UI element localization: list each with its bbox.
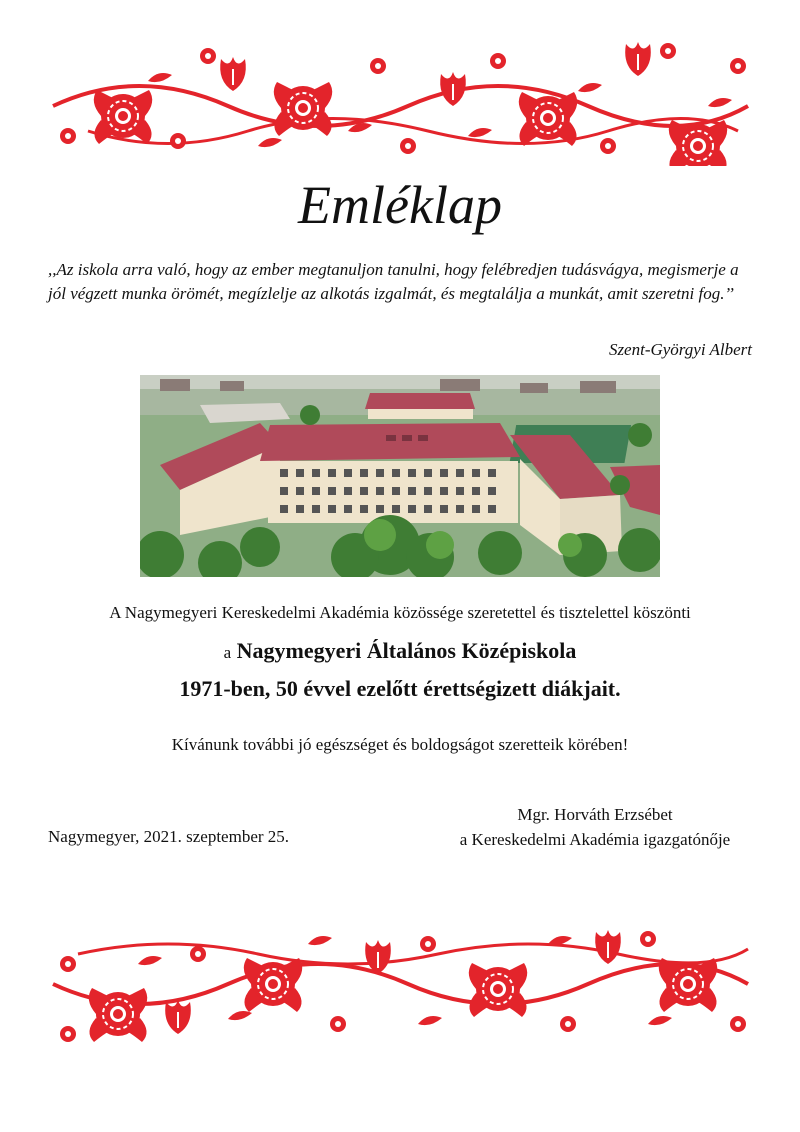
school-prefix: a: [223, 643, 232, 662]
signer-name: Mgr. Horváth Erzsébet: [517, 805, 673, 824]
school-name: Nagymegyeri Általános Középiskola: [236, 638, 577, 663]
quote-author: Szent-Györgyi Albert: [608, 340, 752, 359]
school-aerial-photo: [140, 375, 660, 577]
quote-text: ,,Az iskola arra való, hogy az ember megtanuljon tanulni, hogy felébredjen tudásvágya, megismerje a jól végzett munka örömét, megízlelje az alkotás izgalmát, és megtalálja a munkát, amit szeretni fog.’’: [48, 260, 739, 303]
place-date: Nagymegyer, 2021. szeptember 25.: [48, 827, 290, 846]
wish-line: Kívánunk további jó egészséget és boldogságot szeretteik körében!: [171, 735, 629, 754]
bottom-floral-border-icon: [48, 924, 752, 1052]
signature-block: [440, 802, 750, 852]
top-floral-border-icon: [48, 36, 752, 166]
page-title: Emléklap: [298, 175, 502, 235]
signer-role: a Kereskedelmi Akadémia igazgatónője: [459, 830, 731, 849]
greeting-intro: A Nagymegyeri Kereskedelmi Akadémia közössége szeretettel és tisztelettel köszönti: [109, 603, 691, 622]
school-line: [0, 638, 800, 664]
graduates-line: 1971-ben, 50 évvel ezelőtt érettségizett diákjait.: [179, 676, 621, 701]
